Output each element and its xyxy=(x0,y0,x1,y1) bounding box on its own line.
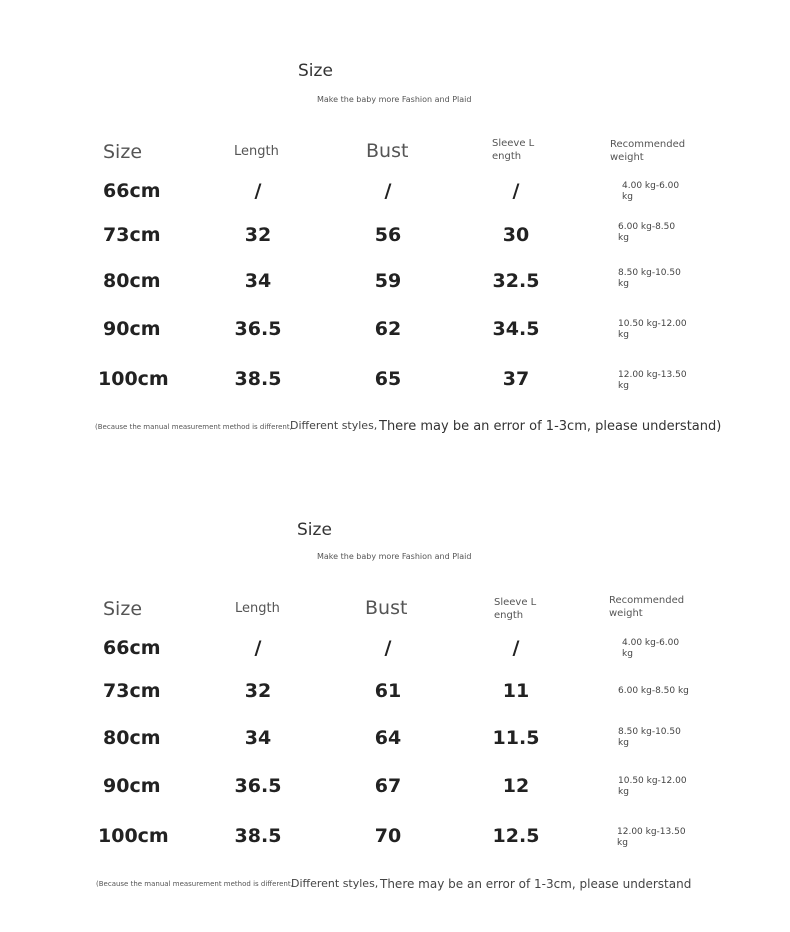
header-sleeve-length: Sleeve L ength xyxy=(492,138,535,162)
cell-bust: 67 xyxy=(374,775,402,797)
cell-weight: 4.00 kg-6.00 kg xyxy=(622,638,680,659)
note-method: (Because the manual measurement method is different, xyxy=(95,423,292,431)
cell-bust: 56 xyxy=(374,224,402,246)
header-length: Length xyxy=(234,144,279,159)
cell-weight: 10.50 kg-12.00 kg xyxy=(618,319,687,340)
chart-subtitle: Make the baby more Fashion and Plaid xyxy=(317,95,472,104)
note-styles: Different styles, xyxy=(291,877,379,890)
cell-length: 36.5 xyxy=(234,318,282,340)
chart-subtitle: Make the baby more Fashion and Plaid xyxy=(317,552,472,561)
note-error: There may be an error of 1-3cm, please understand) xyxy=(379,419,722,434)
cell-weight: 10.50 kg-12.00 kg xyxy=(618,776,687,797)
cell-bust: 64 xyxy=(374,727,402,749)
cell-size: 100cm xyxy=(98,825,169,847)
cell-weight: 4.00 kg-6.00 kg xyxy=(622,181,680,202)
cell-bust: / xyxy=(384,637,392,659)
cell-size: 66cm xyxy=(103,637,161,659)
cell-bust: 65 xyxy=(374,368,402,390)
header-bust: Bust xyxy=(365,597,408,619)
chart-title: Size xyxy=(298,61,333,81)
note-method: (Because the manual measurement method is different, xyxy=(96,880,293,888)
cell-size: 90cm xyxy=(103,775,161,797)
header-size: Size xyxy=(103,141,143,163)
cell-sleeve: 32.5 xyxy=(492,270,540,292)
cell-bust: 59 xyxy=(374,270,402,292)
cell-sleeve: 12.5 xyxy=(492,825,540,847)
cell-size: 80cm xyxy=(103,270,161,292)
header-sleeve-length: Sleeve L ength xyxy=(494,597,537,621)
cell-sleeve: 37 xyxy=(502,368,530,390)
cell-bust: 62 xyxy=(374,318,402,340)
cell-sleeve: 30 xyxy=(502,224,530,246)
cell-weight: 12.00 kg-13.50 kg xyxy=(617,827,686,848)
header-size: Size xyxy=(103,598,143,620)
cell-weight: 12.00 kg-13.50 kg xyxy=(618,370,687,391)
cell-weight: 6.00 kg-8.50 kg xyxy=(618,686,689,696)
cell-length: 36.5 xyxy=(234,775,282,797)
cell-weight: 6.00 kg-8.50 kg xyxy=(618,222,676,243)
cell-size: 66cm xyxy=(103,180,161,202)
cell-length: 34 xyxy=(244,727,272,749)
cell-size: 73cm xyxy=(103,680,161,702)
note-error: There may be an error of 1-3cm, please understand xyxy=(380,877,692,891)
note-styles: Different styles, xyxy=(290,419,378,432)
cell-sleeve: 11 xyxy=(502,680,530,702)
cell-size: 73cm xyxy=(103,224,161,246)
cell-weight: 8.50 kg-10.50 kg xyxy=(618,727,681,748)
cell-sleeve: 12 xyxy=(502,775,530,797)
header-recommended-weight: Recommended weight xyxy=(609,595,685,619)
chart-title: Size xyxy=(297,520,332,540)
cell-size: 100cm xyxy=(98,368,169,390)
cell-length: 32 xyxy=(244,224,272,246)
cell-sleeve: 11.5 xyxy=(492,727,540,749)
header-recommended-weight: Recommended weight xyxy=(610,139,686,163)
cell-sleeve: / xyxy=(512,180,520,202)
cell-weight: 8.50 kg-10.50 kg xyxy=(618,268,681,289)
cell-bust: 61 xyxy=(374,680,402,702)
header-bust: Bust xyxy=(366,140,409,162)
cell-size: 90cm xyxy=(103,318,161,340)
cell-bust: 70 xyxy=(374,825,402,847)
cell-length: / xyxy=(254,637,262,659)
cell-length: 32 xyxy=(244,680,272,702)
cell-length: 38.5 xyxy=(234,368,282,390)
cell-bust: / xyxy=(384,180,392,202)
cell-sleeve: 34.5 xyxy=(492,318,540,340)
cell-size: 80cm xyxy=(103,727,161,749)
cell-sleeve: / xyxy=(512,637,520,659)
cell-length: / xyxy=(254,180,262,202)
cell-length: 38.5 xyxy=(234,825,282,847)
header-length: Length xyxy=(235,601,280,616)
cell-length: 34 xyxy=(244,270,272,292)
